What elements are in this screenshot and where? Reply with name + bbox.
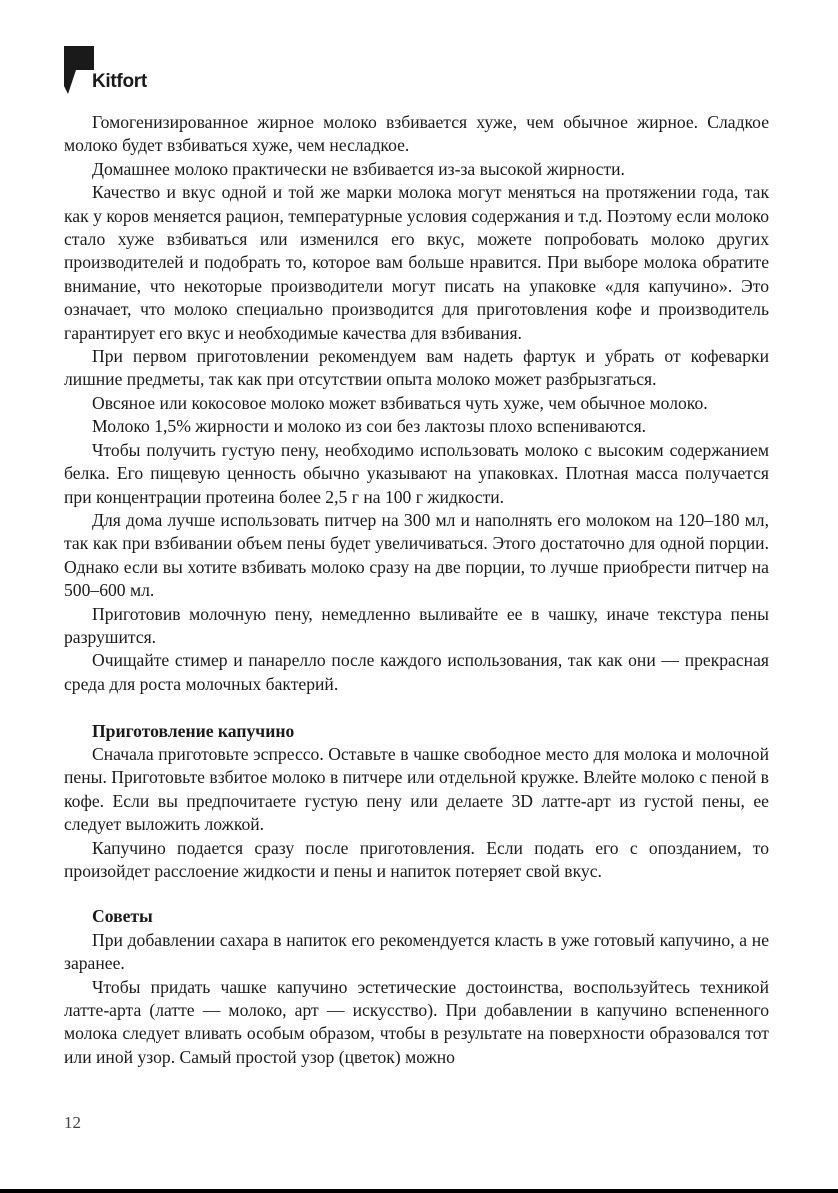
paragraph: При добавлении сахара в напиток его рекомендуется класть в уже готовый капучино, а не заранее. (64, 929, 769, 974)
paragraph: Молоко 1,5% жирности и молоко из сои без лактозы плохо вспениваются. (92, 416, 647, 437)
section-heading-cappuccino: Приготовление капучино (92, 720, 295, 741)
paragraph: Для дома лучше использовать питчер на 300 мл и наполнять его молоком на 120–180 мл, так как при взбивании объем пены будет увеличиваться. Этого достаточно для одной порции. Однако если вы хотите взбивать молоко сразу на две порции, то лучше приобрести питчер на 500–600 мл. (64, 509, 769, 601)
paragraph: Качество и вкус одной и той же марки молока могут меняться на протяжении года, так как у коров меняется рацион, температурные условия содержания и т.д. Поэтому если молоко стало хуже взбиваться или изменился его вкус, можете попробовать молоко других производителей и подобрать то, которое вам больше нравится. При выборе молока обратите внимание, что некоторые производители могут писать на упаковке «для капучино». Это означает, что молоко специально производится для приготовления кофе и производитель гарантирует его вкус и необходимые качества для взбивания. (64, 182, 769, 343)
kitfort-logo-icon (64, 46, 94, 94)
section-heading-tips: Советы (92, 906, 153, 927)
paragraph: Чтобы получить густую пену, необходимо использовать молоко с высоким содержанием белка. Его пищевую ценность обычно указывают на упаковках. Плотная масса получается при концентрации протеина более 2,5 г на 100 г жидкости. (64, 439, 769, 507)
document-body (64, 111, 769, 1069)
paragraph: Домашнее молоко практически не взбивается из-за высокой жирности. (92, 158, 625, 179)
paragraph: Чтобы придать чашке капучино эстетические достоинства, воспользуйтесь техникой латте-арта (латте — молоко, арт — искусство). При добавлении в капучино вспененного молока следует вливать особым образом, чтобы в результате на поверхности образовался тот или иной узор. Самый простой узор (цветок) можно (64, 976, 769, 1067)
paragraph: Сначала приготовьте эспрессо. Оставьте в чашке свободное место для молока и молочной пены. Приготовьте взбитое молоко в питчере или отдельной кружке. Влейте молоко с пеной в кофе. Если вы предпочитаете густую пену или делаете 3D латте-арт из густой пены, ее следует выложить ложкой. (64, 743, 769, 835)
page-number: 12 (64, 1113, 81, 1132)
paragraph: Гомогенизированное жирное молоко взбивается хуже, чем обычное жирное. Сладкое молоко будет взбиваться хуже, чем несладкое. (64, 112, 769, 156)
section-spacer (64, 696, 769, 719)
paragraph: Капучино подается сразу после приготовления. Если подать его с опозданием, то произойдет расслоение жидкости и пены и напиток потеряет свой вкус. (64, 837, 769, 881)
paragraph: Овсяное или кокосовое молоко может взбиваться чуть хуже, чем обычное молоко. (92, 392, 708, 413)
kitfort-logo (64, 46, 184, 98)
paragraph: Очищайте стимер и панарелло после каждого использования, так как они — прекрасная среда для роста молочных бактерий. (64, 650, 769, 694)
bottom-border (0, 1189, 838, 1193)
paragraph: При первом приготовлении рекомендуем вам надеть фартук и убрать от кофеварки лишние предметы, так как при отсутствии опыта молоко может разбрызгаться. (64, 346, 769, 390)
brand-name: Kitfort (92, 71, 147, 92)
paragraph: Приготовив молочную пену, немедленно выливайте ее в чашку, иначе текстура пены разрушится. (64, 603, 769, 647)
section-spacer (64, 883, 769, 905)
